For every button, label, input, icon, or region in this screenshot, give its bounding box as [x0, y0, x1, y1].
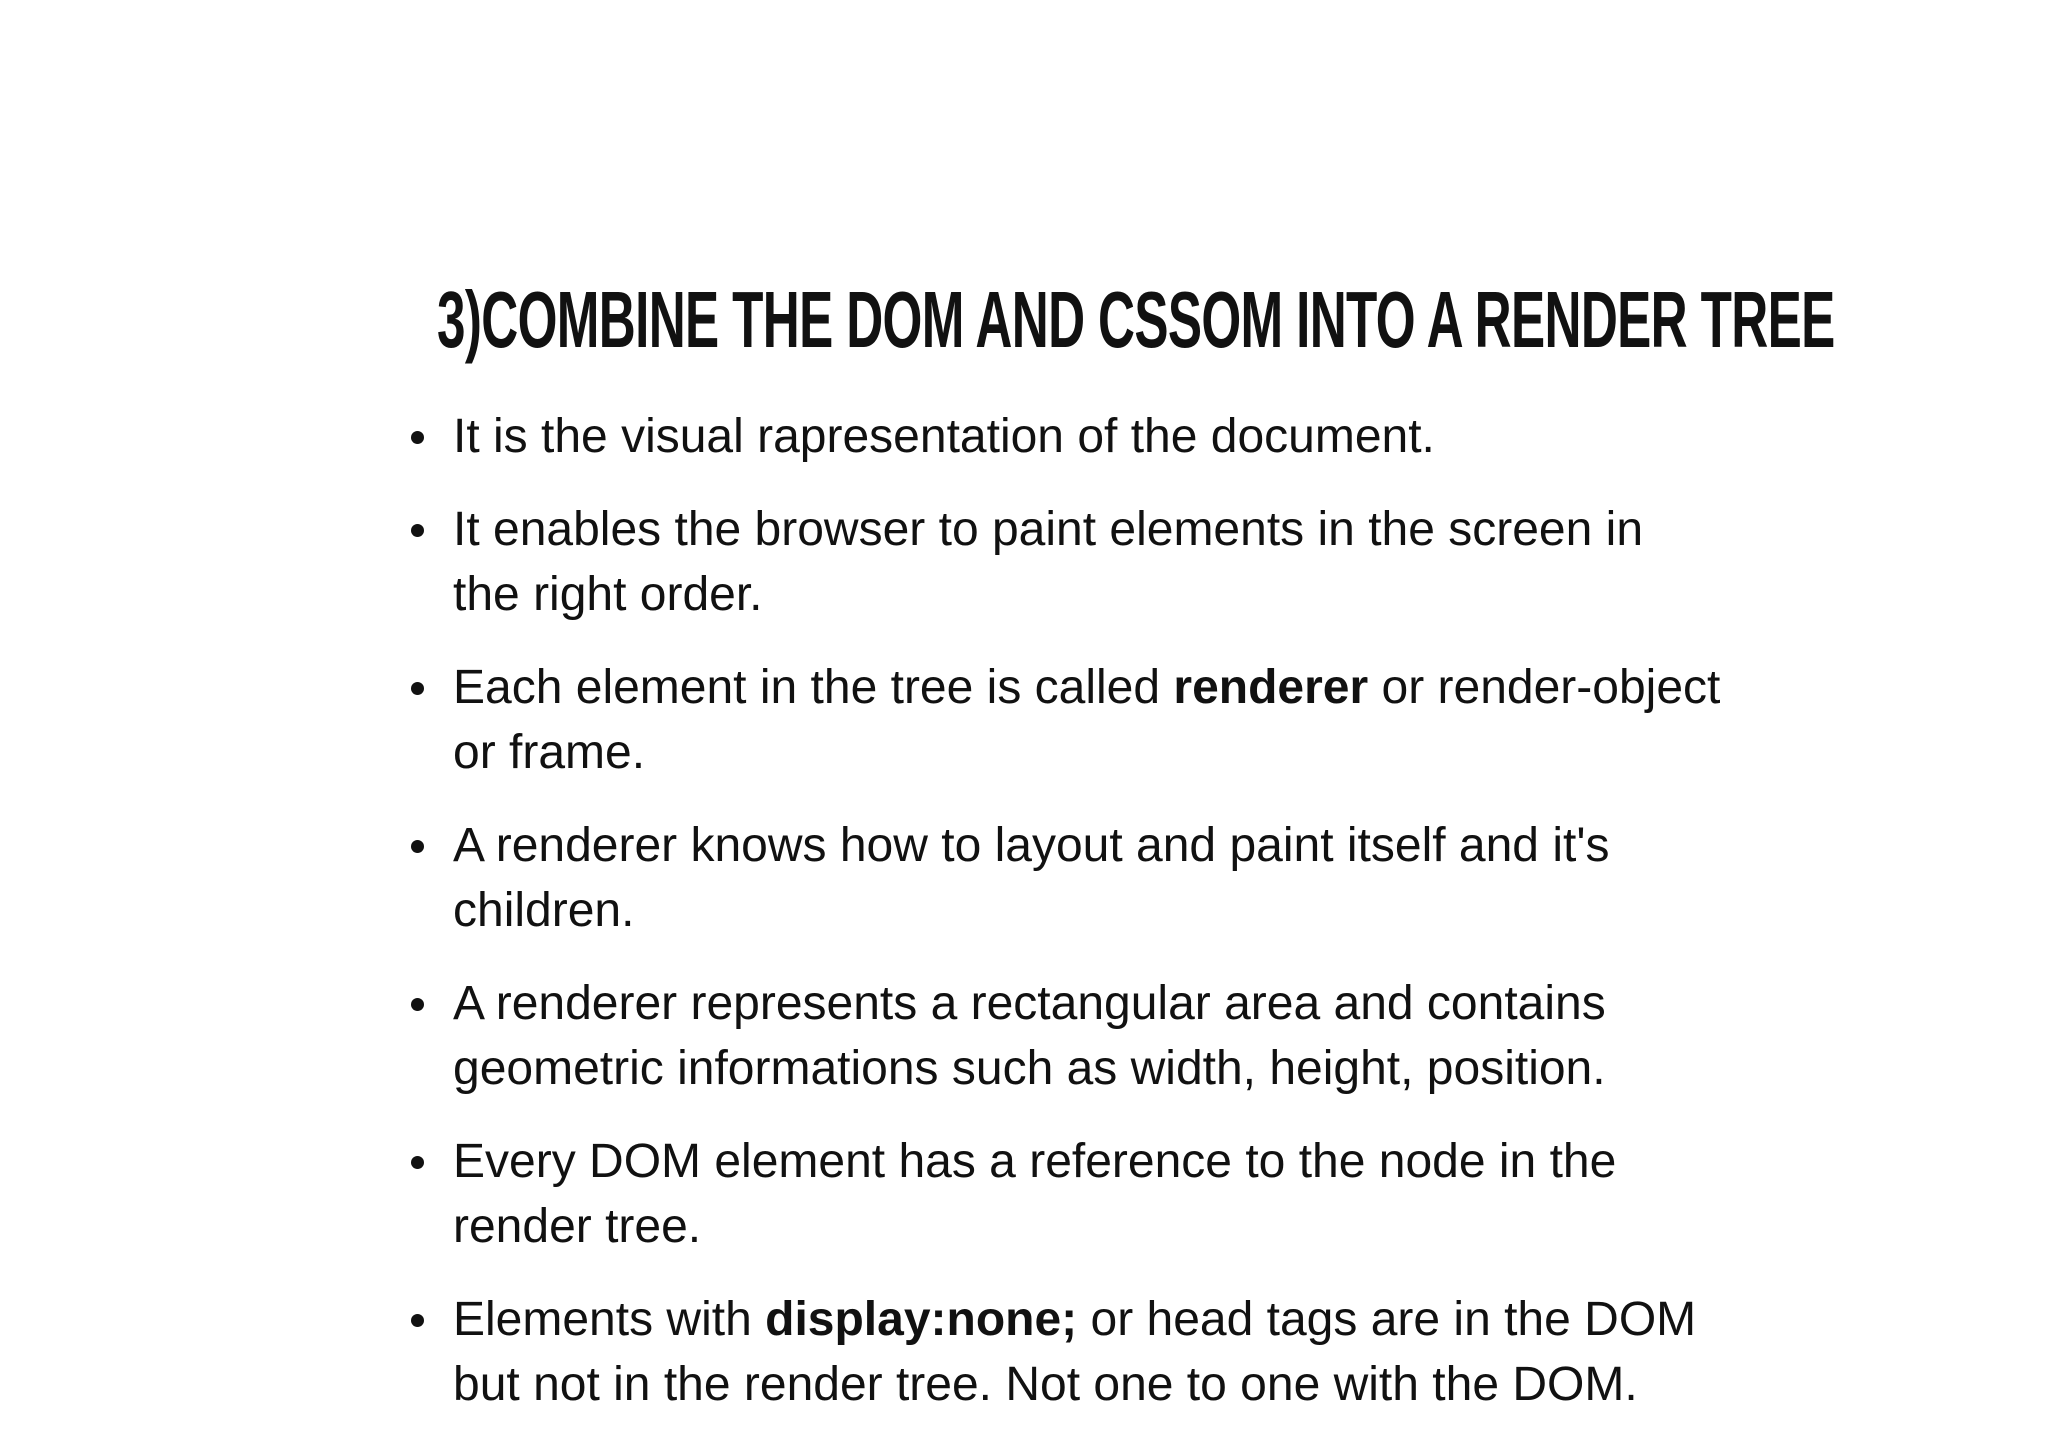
bullet-text — [453, 977, 1606, 1095]
bullet-text-before: Each element in the tree is called — [453, 661, 1174, 714]
bullet-text-before: Elements with — [453, 1293, 766, 1346]
bullet-text-before: It is the visual rapresentation of the document. — [453, 410, 1435, 463]
bullet-text-after: or render-object or frame. — [453, 661, 1721, 779]
bullet-text-before: A renderer represents a rectangular area and contains geometric informations such as width, height, position. — [453, 977, 1606, 1095]
bullet-text — [453, 410, 1435, 463]
bullet-item — [403, 813, 1723, 943]
bullet-item — [403, 655, 1723, 785]
bullet-text-before: It enables the browser to paint elements in the screen in the right order. — [453, 503, 1644, 621]
slide-title-main: 3)COMBINE THE DOM AND CSSOM INTO A — [437, 275, 1475, 364]
slide-title-emphasis: RENDER TREE — [1474, 275, 1835, 364]
bullet-text — [453, 1135, 1616, 1253]
bullet-item — [403, 497, 1723, 627]
bullet-text — [453, 503, 1643, 621]
bullet-text-after: or head tags are in the DOM but not in the render tree. Not one to one with the DOM. — [453, 1293, 1697, 1411]
bullet-dot-icon — [411, 1314, 424, 1327]
bullet-item — [403, 1287, 1723, 1417]
bullet-text — [453, 819, 1610, 937]
bullet-text — [453, 1293, 1696, 1411]
bullet-dot-icon — [411, 431, 424, 444]
bullet-text-before: Every DOM element has a reference to the node in the render tree. — [453, 1135, 1617, 1253]
bullet-item — [403, 404, 1723, 469]
bullet-dot-icon — [411, 1156, 424, 1169]
slide-title — [437, 270, 1835, 370]
bullet-text-bold: renderer — [1173, 661, 1369, 714]
bullet-dot-icon — [411, 524, 424, 537]
bullet-dot-icon — [411, 682, 424, 695]
bullet-text-before: A renderer knows how to layout and paint itself and it's children. — [453, 819, 1610, 937]
bullet-dot-icon — [411, 998, 424, 1011]
bullet-text — [453, 661, 1720, 779]
bullet-item — [403, 1129, 1723, 1259]
bullet-list — [403, 404, 1723, 1445]
bullet-item — [403, 971, 1723, 1101]
bullet-dot-icon — [411, 840, 424, 853]
bullet-text-bold: display:none; — [765, 1293, 1078, 1346]
